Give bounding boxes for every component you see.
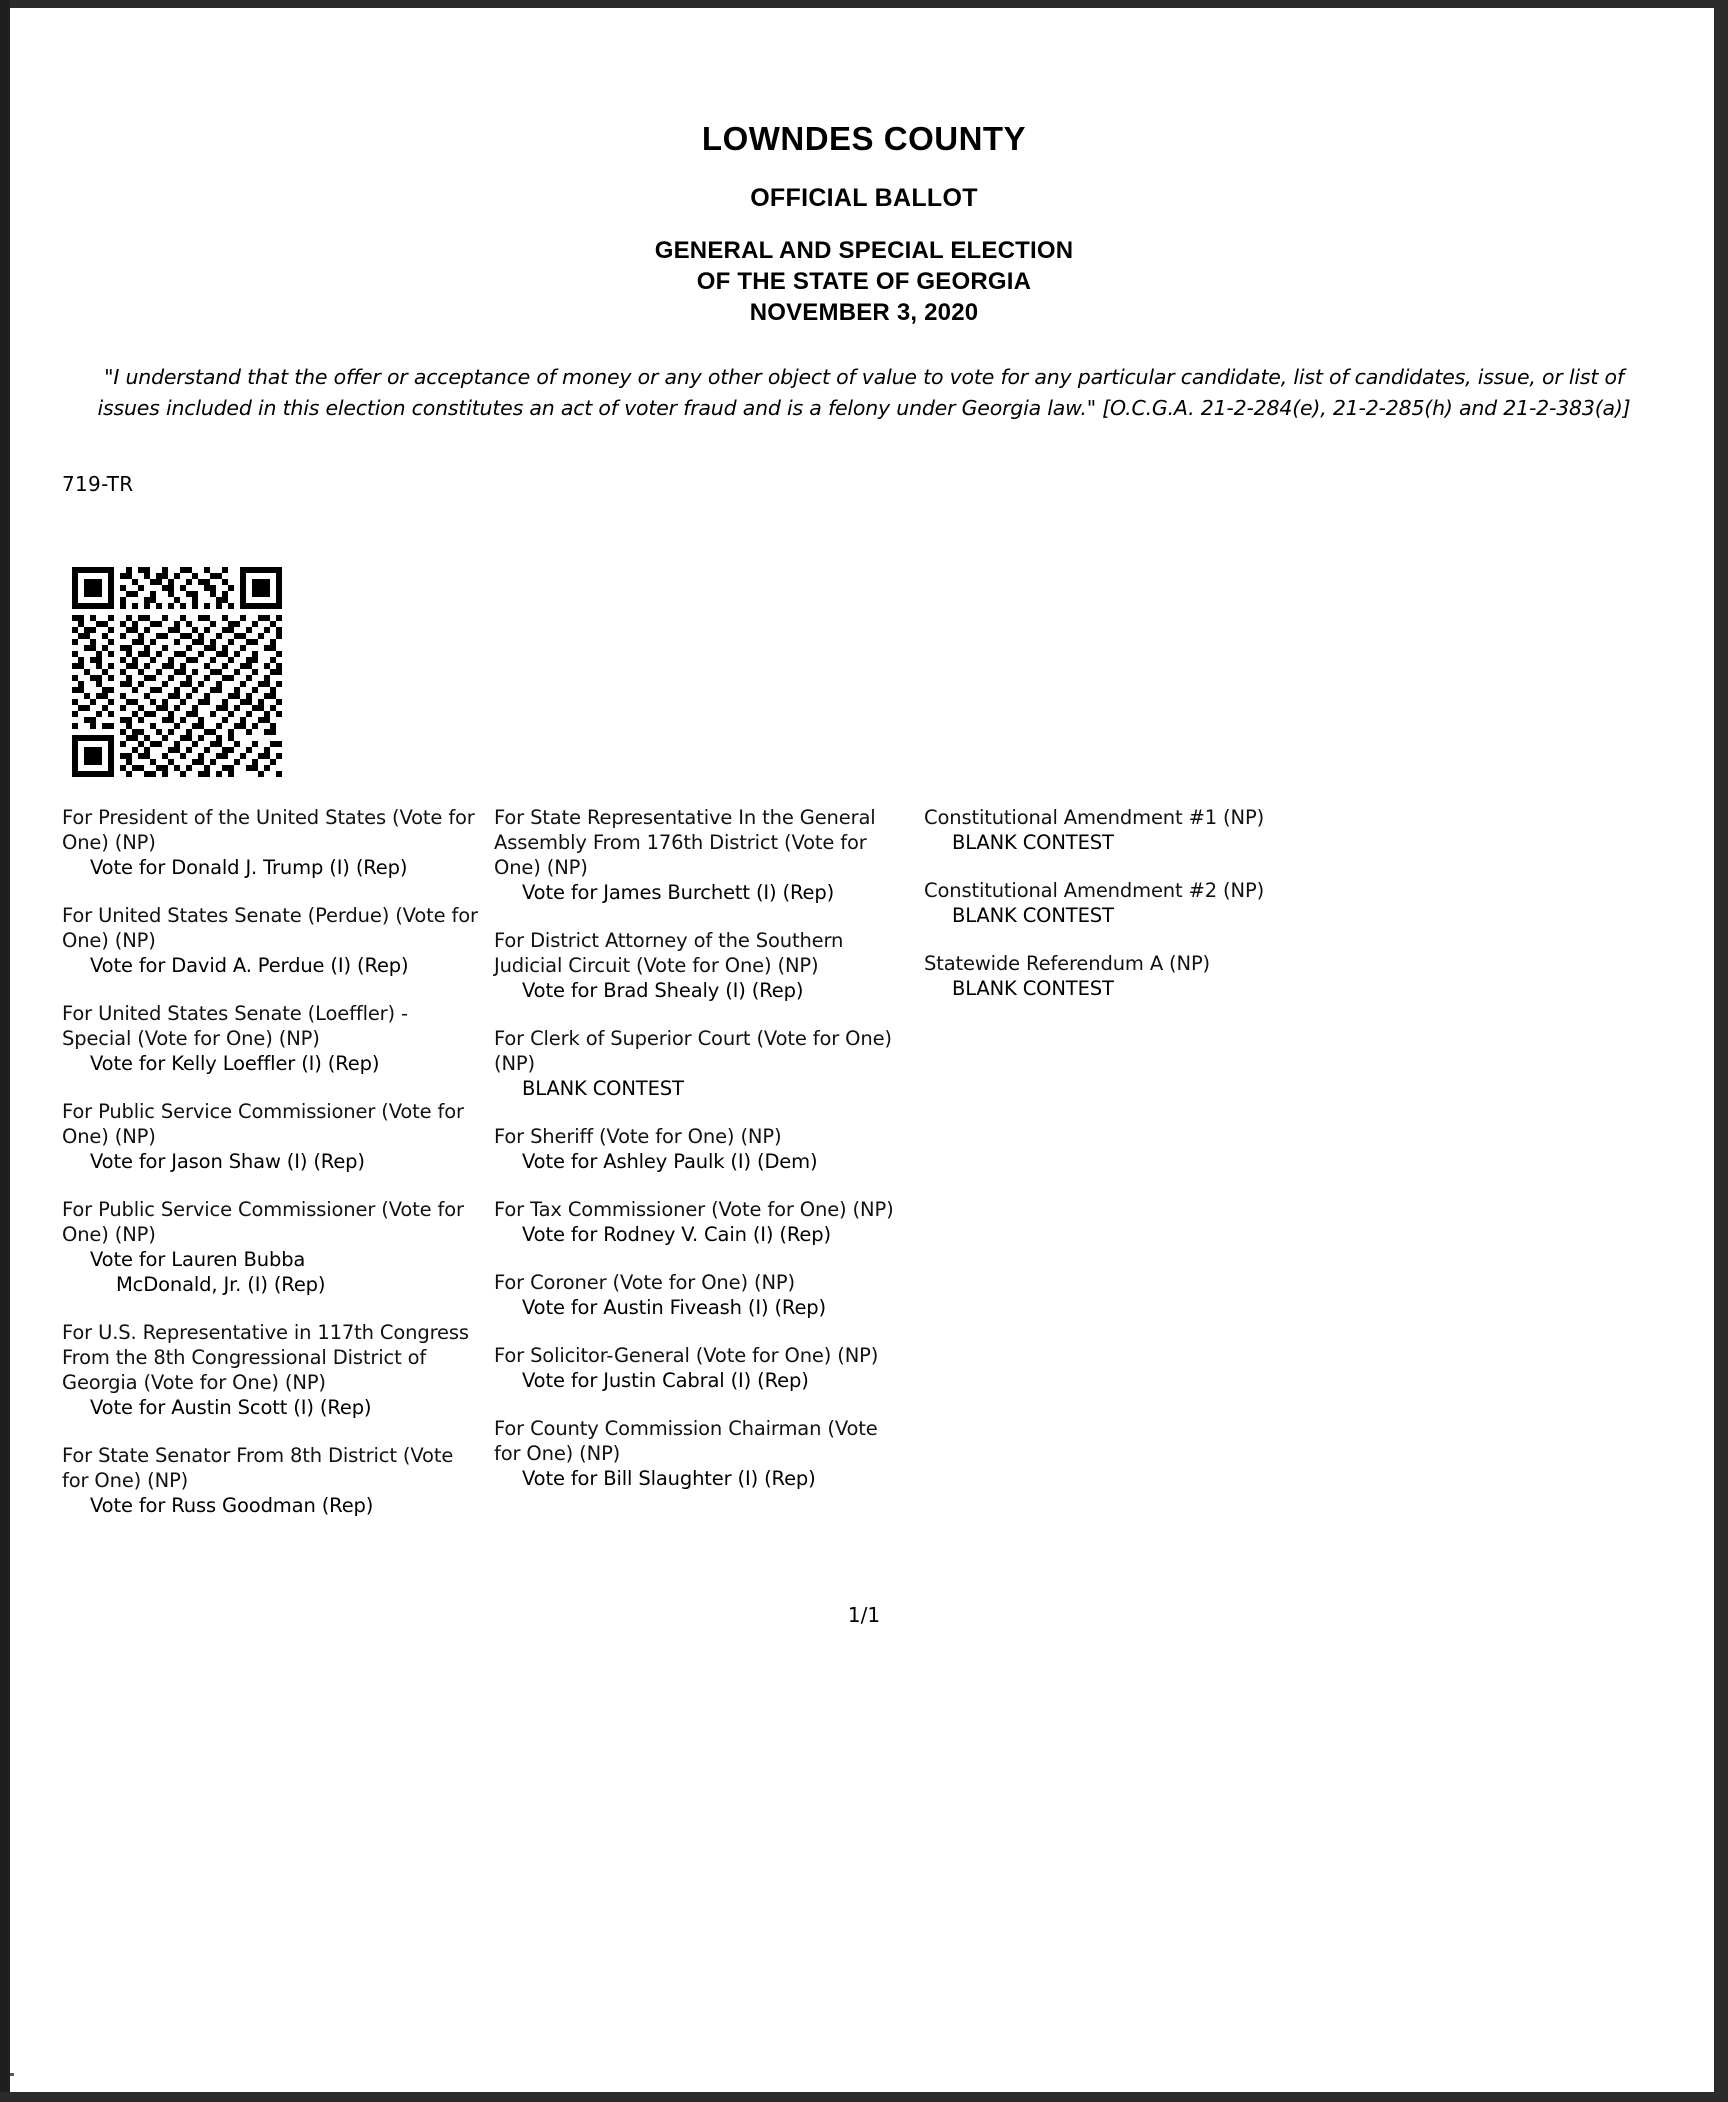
ballot-header	[14, 12, 1714, 328]
contest-state-representative	[494, 805, 908, 905]
ballot-content	[14, 12, 1714, 2082]
contest-solicitor-general	[494, 1343, 908, 1393]
contest-us-representative	[62, 1320, 478, 1420]
contest-choice: Vote for David A. Perdue (I) (Rep)	[90, 954, 409, 977]
contest-choice: Vote for Bill Slaughter (I) (Rep)	[522, 1467, 816, 1490]
contest-choice: Vote for Brad Shealy (I) (Rep)	[522, 979, 804, 1002]
contest-title: Constitutional Amendment #2 (NP)	[924, 879, 1265, 902]
contest-choice: Vote for Ashley Paulk (I) (Dem)	[522, 1150, 818, 1173]
scan-edge-left	[0, 0, 10, 2102]
contest-choice: Vote for Austin Scott (I) (Rep)	[90, 1396, 372, 1419]
contest-title: For Public Service Commissioner (Vote for One) (NP)	[62, 1198, 464, 1246]
scan-edge-top	[0, 0, 1728, 8]
contest-choice-continued-text: McDonald, Jr. (I) (Rep)	[116, 1273, 326, 1296]
contest-district-attorney	[494, 928, 908, 1003]
contest-columns	[14, 805, 1714, 1541]
election-title-line1: GENERAL AND SPECIAL ELECTION	[654, 237, 1074, 264]
contest-title: For United States Senate (Perdue) (Vote for One) (NP)	[62, 904, 478, 952]
contest-choice-continued	[62, 1272, 478, 1297]
contest-title: For United States Senate (Loeffler) - Special (Vote for One) (NP)	[62, 1002, 408, 1050]
contest-title: For President of the United States (Vote for One) (NP)	[62, 806, 475, 854]
contest-title: For Tax Commissioner (Vote for One) (NP)	[494, 1198, 894, 1221]
contest-title: Constitutional Amendment #1 (NP)	[924, 806, 1265, 829]
contest-county-commission-chairman	[494, 1416, 908, 1491]
contest-blank: BLANK CONTEST	[952, 904, 1114, 927]
contest-title: For Coroner (Vote for One) (NP)	[494, 1271, 795, 1294]
contest-psc-1	[62, 1099, 478, 1174]
official-ballot-title: OFFICIAL BALLOT	[750, 184, 978, 212]
contest-clerk-superior-court	[494, 1026, 908, 1101]
contest-psc-2	[62, 1197, 478, 1297]
contest-tax-commissioner	[494, 1197, 908, 1247]
contest-column-1	[62, 805, 494, 1541]
contest-title: For Clerk of Superior Court (Vote for One) (NP)	[494, 1027, 892, 1075]
contest-coroner	[494, 1270, 908, 1320]
contest-blank: BLANK CONTEST	[952, 831, 1114, 854]
contest-title: For District Attorney of the Southern Judicial Circuit (Vote for One) (NP)	[494, 929, 844, 977]
contest-us-senate-loeffler	[62, 1001, 478, 1076]
contest-title: Statewide Referendum A (NP)	[924, 952, 1211, 975]
election-title-line2: OF THE STATE OF GEORGIA	[696, 268, 1032, 295]
contest-column-2	[494, 805, 924, 1514]
contest-choice: Vote for Donald J. Trump (I) (Rep)	[90, 856, 408, 879]
contest-sheriff	[494, 1124, 908, 1174]
county-title: LOWNDES COUNTY	[701, 120, 1027, 157]
contest-choice: Vote for Russ Goodman (Rep)	[90, 1494, 374, 1517]
contest-choice: Vote for Kelly Loeffler (I) (Rep)	[90, 1052, 380, 1075]
contest-blank: BLANK CONTEST	[522, 1077, 684, 1100]
contest-choice: Vote for Rodney V. Cain (I) (Rep)	[522, 1223, 831, 1246]
contest-title: For U.S. Representative in 117th Congress From the 8th Congressional District of Georgia (Vote for One) (NP)	[62, 1321, 469, 1394]
contest-choice: Vote for Jason Shaw (I) (Rep)	[90, 1150, 365, 1173]
ballot-style-id: 719-TR	[62, 472, 134, 496]
contest-title: For Public Service Commissioner (Vote for One) (NP)	[62, 1100, 464, 1148]
contest-title: For State Representative In the General Assembly From 176th District (Vote for One) (NP)	[494, 806, 876, 879]
contest-title: For Sheriff (Vote for One) (NP)	[494, 1125, 782, 1148]
contest-title: For Solicitor-General (Vote for One) (NP)	[494, 1344, 879, 1367]
contest-president	[62, 805, 478, 880]
contest-state-senator	[62, 1443, 478, 1518]
ballot-qr-code	[66, 561, 288, 783]
contest-choice: Vote for Lauren Bubba	[90, 1248, 306, 1271]
page-number: 1/1	[847, 1603, 881, 1627]
contest-choice: Vote for Austin Fiveash (I) (Rep)	[522, 1296, 826, 1319]
contest-title: For State Senator From 8th District (Vote for One) (NP)	[62, 1444, 454, 1492]
contest-choice: Vote for James Burchett (I) (Rep)	[522, 881, 835, 904]
contest-statewide-referendum-a	[924, 951, 1354, 1001]
election-date: NOVEMBER 3, 2020	[749, 299, 979, 326]
contest-title: For County Commission Chairman (Vote for One) (NP)	[494, 1417, 878, 1465]
contest-blank: BLANK CONTEST	[952, 977, 1114, 1000]
contest-us-senate-perdue	[62, 903, 478, 978]
voter-fraud-oath: "I understand that the offer or acceptance of money or any other object of value to vote for any particular candidate, list of candidates, issue, or list of issues included in this election constitutes an act of voter fraud and is a felony under Georgia law." [O.C.G.A. 21-2-284(e), 21-2-285(h) and 21-2-383(a)]	[97, 365, 1631, 420]
contest-constitutional-amendment-1	[924, 805, 1354, 855]
scan-edge-bottom	[0, 2092, 1728, 2102]
contest-constitutional-amendment-2	[924, 878, 1354, 928]
contest-column-3	[924, 805, 1354, 1024]
scan-edge-right	[1714, 0, 1728, 2102]
contest-choice: Vote for Justin Cabral (I) (Rep)	[522, 1369, 809, 1392]
